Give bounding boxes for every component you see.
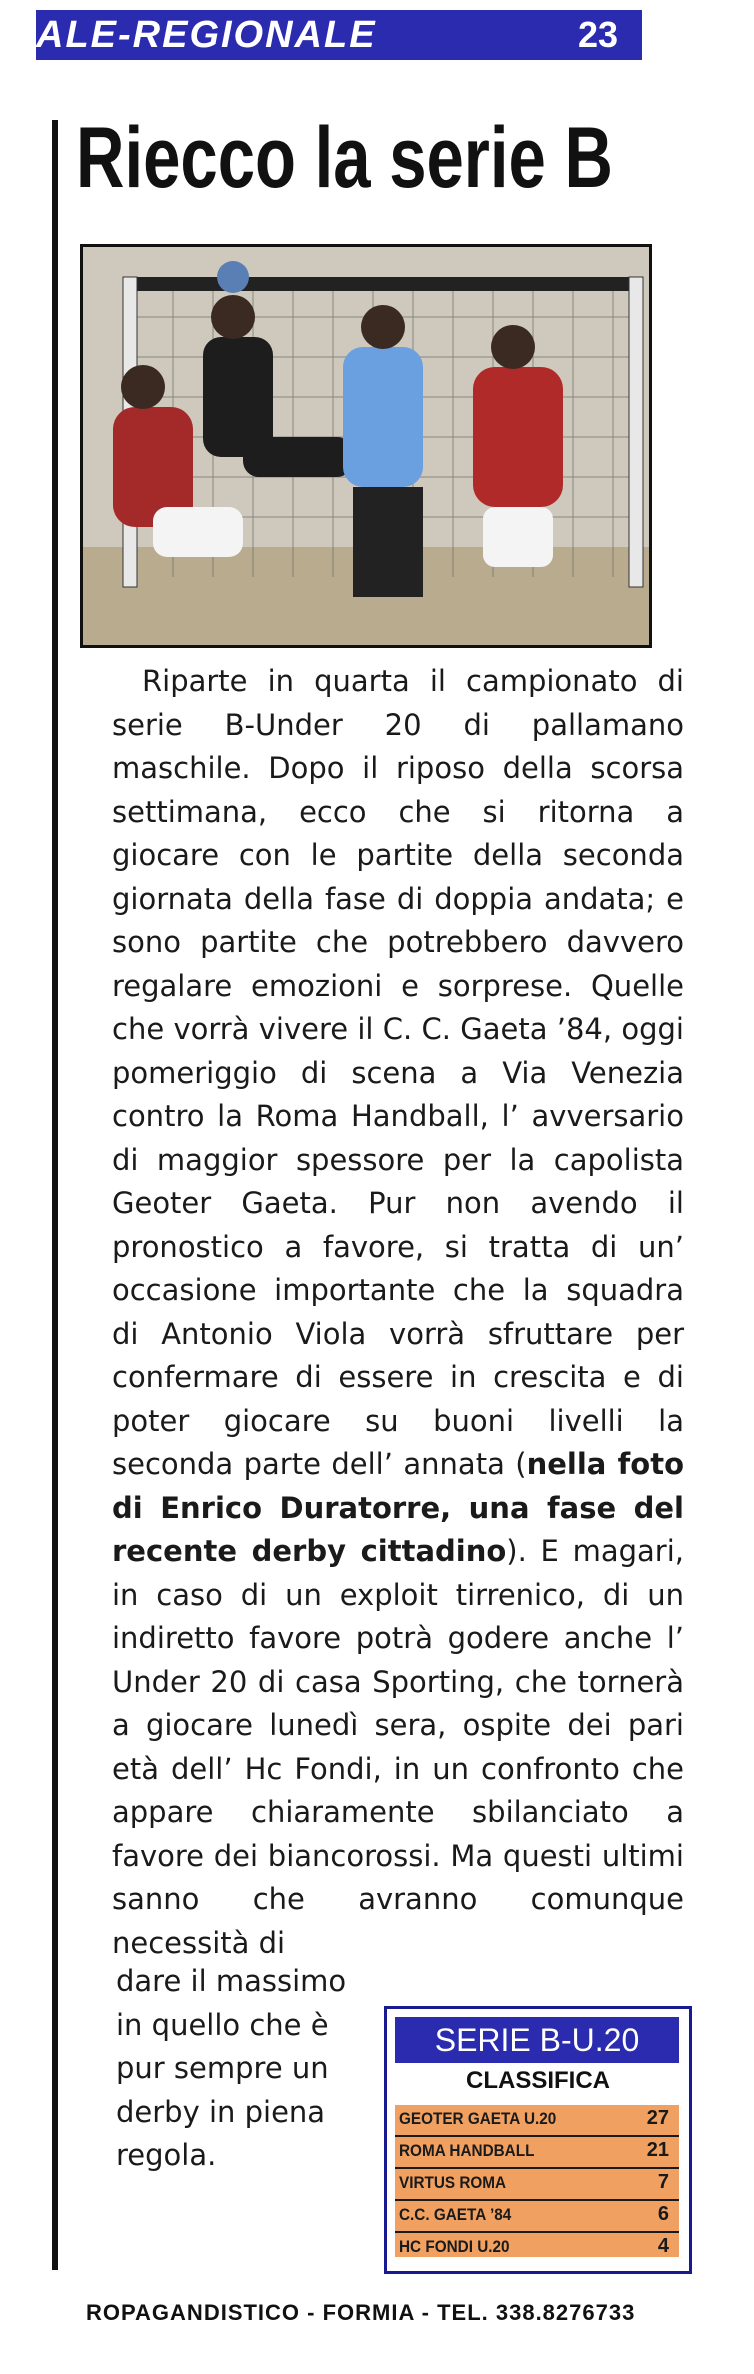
team-points: 21	[646, 2139, 669, 2161]
photo-caption: nella foto di Enrico Duratorre, una fase del recente derby cittadino	[112, 1447, 684, 1568]
section-name: ALE-REGIONALE	[36, 14, 377, 56]
standings-row	[395, 2105, 679, 2137]
standings-row	[395, 2201, 679, 2233]
standings-row	[395, 2169, 679, 2201]
page-number: 23	[577, 14, 618, 55]
article-text-tail: dare il massimo in quello che è pur sempre un derby in piena regola.	[116, 1964, 347, 2172]
page-footer: ROPAGANDISTICO - FORMIA - TEL. 338.8276733	[86, 2300, 636, 2325]
team-name: VIRTUS ROMA	[399, 2173, 507, 2192]
team-points: 6	[657, 2203, 669, 2225]
standings-table	[395, 2105, 679, 2257]
standings-box	[384, 2006, 692, 2274]
article-body	[112, 660, 684, 1965]
article-text-rest: ). E magari, in caso di un exploit tirrenico, di un indiretto favore potrà godere anche l’ Under 20 di casa Sporting, che tornerà a giocare lunedì sera, ospite dei pari età dell’ Hc Fondi, in un confronto che appare chiaramente sbilanciato a favore dei biancorossi. Ma questi ultimi sanno che avranno comunque necessità di	[112, 1534, 684, 1960]
standings-title: SERIE B-U.20	[395, 2017, 679, 2063]
standings-subtitle: CLASSIFICA	[466, 2067, 610, 2094]
column-rule	[52, 120, 58, 2270]
team-name: HC FONDI U.20	[399, 2237, 510, 2256]
team-points: 7	[657, 2171, 669, 2193]
article-photo	[80, 244, 652, 648]
article-text-intro: Riparte in quarta il campionato di serie B-Under 20 di pallamano maschile. Dopo il riposo della scorsa settimana, ecco che si ritorna a giocare con le partite della seconda giornata della fase di doppia andata; e sono partite che potrebbero davvero regalare emozioni e sorprese. Quelle che vorrà vivere il C. C. Gaeta ’84, oggi pomeriggio di scena a Via Venezia contro la Roma Handball, l’ avversario di maggior spessore per la capolista Geoter Gaeta. Pur non avendo il pronostico a favore, si tratta di un’ occasione importante che la squadra di Antonio Viola vorrà sfruttare per confermare di essere in crescita e di poter giocare su buoni livelli la seconda parte dell’ annata (	[112, 664, 684, 1481]
section-header-bar	[36, 10, 642, 60]
team-name: C.C. GAETA ’84	[399, 2205, 512, 2224]
team-points: 27	[646, 2107, 669, 2129]
team-name: GEOTER GAETA U.20	[399, 2109, 557, 2128]
article-title: Riecco la serie B	[76, 110, 613, 206]
handball-photo-icon	[83, 247, 649, 645]
standings-row	[395, 2233, 679, 2263]
article-paragraph	[112, 660, 684, 1965]
standings-row	[395, 2137, 679, 2169]
article-tail	[116, 1960, 376, 2178]
team-points: 4	[657, 2235, 669, 2257]
team-name: ROMA HANDBALL	[399, 2141, 535, 2160]
